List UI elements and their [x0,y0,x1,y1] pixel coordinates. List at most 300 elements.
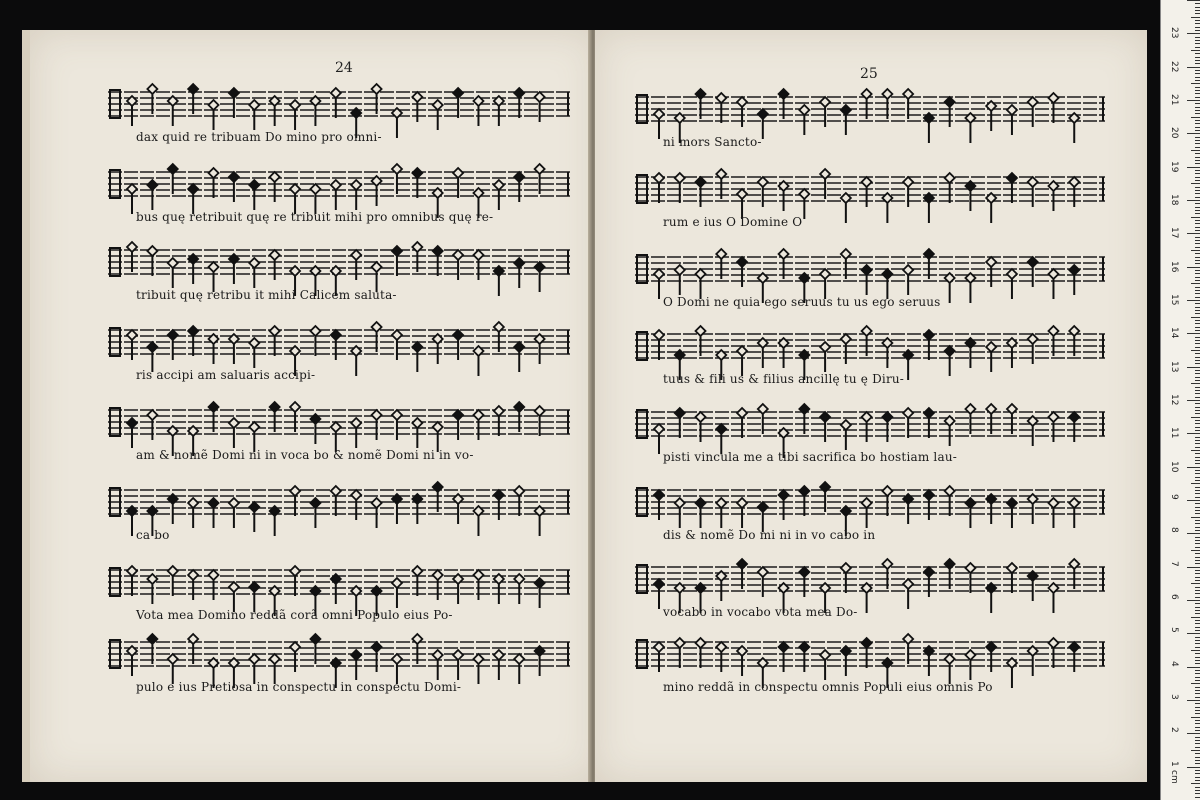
ruler-tick [1195,237,1200,238]
ruler-tick [1187,200,1200,201]
note-icon [473,96,483,126]
ruler-tick [1195,523,1200,524]
ruler-tick [1195,593,1200,594]
ruler-tick [1195,353,1200,354]
lyric-line: O Domi ne quia ego seruus tu us ego seruus [663,295,941,309]
note-icon [986,583,996,613]
ruler-label: 20 [1169,127,1179,139]
ruler-tick [1195,220,1200,221]
ruler-tick [1195,363,1200,364]
note-icon [514,88,524,118]
ruler-tick [1195,637,1200,638]
ruler-tick [1195,87,1200,88]
ruler-tick [1187,667,1200,668]
ruler-label: 23 [1169,27,1179,39]
note-icon [209,498,219,528]
ruler-tick [1195,630,1200,631]
ruler-tick [1195,790,1200,791]
ruler-tick [1195,253,1200,254]
ruler-tick [1187,33,1200,34]
ruler-label: 7 [1169,560,1179,567]
ruler-tick [1195,457,1200,458]
note-icon [1007,563,1017,593]
ruler-label: 11 [1169,427,1179,439]
ruler-tick [1195,127,1200,128]
note-icon [903,265,913,295]
ruler-tick [1195,443,1200,444]
ruler-tick [1195,137,1200,138]
note-icon [453,574,463,604]
ruler-tick [1195,570,1200,571]
ruler-label: 18 [1169,194,1179,206]
ruler-tick [1195,7,1200,8]
ruler-label: 17 [1169,227,1179,239]
note-icon [675,638,685,668]
ruler-tick [1191,117,1200,118]
right-page [595,30,1147,782]
music-staff [635,630,1105,680]
ruler-tick [1195,177,1200,178]
note-icon [924,193,934,223]
lyric-line: Vota mea Domino reddã corã omni Populo eius Po- [136,608,453,622]
staff-svg [635,555,1105,605]
ruler-tick [1187,400,1200,401]
note-icon [903,350,913,380]
ruler-tick [1195,213,1200,214]
ruler-tick [1195,273,1200,274]
ruler-tick [1195,773,1200,774]
ruler-tick [1195,80,1200,81]
ruler-tick [1187,467,1200,468]
ruler-tick [1195,527,1200,528]
staff-svg [108,80,570,130]
ruler-tick [1195,40,1200,41]
note-icon [779,490,789,520]
ruler-tick [1195,343,1200,344]
ruler-tick [1191,317,1200,318]
lyric-line: tribuit quę retribu it mihi Calicem saluta- [136,288,397,302]
note-icon [473,410,483,440]
note-icon [924,113,934,143]
note-icon [473,654,483,684]
ruler-tick [1195,530,1200,531]
ruler-tick [1191,717,1200,718]
ruler-tick [1195,760,1200,761]
ruler-tick [1191,517,1200,518]
note-icon [986,101,996,131]
ruler-tick [1195,547,1200,548]
ruler-tick [1195,143,1200,144]
ruler-label: 12 [1169,394,1179,406]
ruler-tick [1195,703,1200,704]
ruler-tick [1195,480,1200,481]
staff-svg [635,165,1105,215]
note-icon [696,498,706,528]
ruler-tick [1191,650,1200,651]
note-icon [290,100,300,130]
lyric-line: rum e ius O Domine O [663,215,803,229]
ruler-tick [1195,123,1200,124]
note-icon [1048,412,1058,442]
note-icon [535,506,545,536]
ruler-tick [1191,550,1200,551]
ruler-tick [1195,77,1200,78]
note-icon [229,88,239,118]
ruler-tick [1195,560,1200,561]
ruler-tick [1195,160,1200,161]
note-icon [433,570,443,600]
ruler-unit: cm [1169,770,1179,784]
note-icon [127,96,137,126]
ruler-tick [1195,770,1200,771]
ruler-tick [1191,617,1200,618]
ruler-tick [1195,497,1200,498]
note-icon [675,173,685,203]
ruler-tick [1195,97,1200,98]
ruler-tick [1191,150,1200,151]
ruler-tick [1187,267,1200,268]
music-staff [108,398,570,448]
ruler-tick [1195,380,1200,381]
lyric-line: pulo e ius Pretiosa in conspectu in conspectu Domi- [136,680,462,694]
note-icon [494,180,504,210]
ruler-tick [1195,413,1200,414]
ruler-tick [1195,643,1200,644]
note-icon [1069,177,1079,207]
ruler-tick [1195,230,1200,231]
ruler-tick [1195,673,1200,674]
lyric-line: tuus & fili us & filius ancillę tu ę Diru- [663,372,905,386]
ruler-tick [1195,647,1200,648]
ruler-tick [1195,640,1200,641]
note-icon [249,180,259,210]
note-icon [351,250,361,280]
ruler-tick [1187,67,1200,68]
note-icon [270,506,280,536]
ruler-label: 2 [1169,727,1179,734]
ruler-tick [1195,503,1200,504]
lyric-line: vocabo in vocabo vota mea Do- [663,605,858,619]
note-icon [127,418,137,448]
ruler-tick [1195,677,1200,678]
music-staff [108,478,570,528]
ruler-tick [1195,310,1200,311]
ruler-tick [1195,573,1200,574]
ruler-tick [1187,700,1200,701]
note-icon [270,250,280,280]
note-icon [903,579,913,609]
note-icon [412,418,422,448]
right-page-number: 25 [860,66,878,82]
ruler-tick [1191,17,1200,18]
note-icon [494,650,504,680]
note-icon [1069,642,1079,672]
note-icon [945,416,955,446]
ruler-tick [1195,210,1200,211]
note-icon [758,567,768,597]
note-icon [453,410,463,440]
ruler-tick [1195,493,1200,494]
ruler-tick [1195,477,1200,478]
note-icon [412,342,422,372]
lyric-line: mino reddã in conspectu omnis Populi eius omnis Po [663,680,993,694]
ruler-tick [1195,140,1200,141]
note-icon [310,498,320,528]
ruler-tick [1195,777,1200,778]
ruler-tick [1187,567,1200,568]
music-staff [635,400,1105,450]
ruler-tick [1195,660,1200,661]
note-icon [453,650,463,680]
note-icon [229,172,239,202]
ruler-tick [1195,340,1200,341]
note-icon [514,574,524,604]
note-icon [351,650,361,680]
ruler-label: 5 [1169,627,1179,634]
note-icon [1028,571,1038,601]
note-icon [820,342,830,372]
note-icon [779,181,789,211]
ruler-tick [1195,207,1200,208]
music-staff [108,80,570,130]
note-icon [820,650,830,680]
note-icon [1069,412,1079,442]
ruler-tick [1195,260,1200,261]
note-icon [1007,173,1017,203]
note-icon [779,338,789,368]
note-icon [965,181,975,211]
ruler-tick [1195,520,1200,521]
note-icon [1007,498,1017,528]
ruler-tick [1191,83,1200,84]
note-icon [882,412,892,442]
note-icon [270,326,280,356]
ruler-tick [1195,590,1200,591]
ruler-tick [1195,757,1200,758]
note-icon [841,193,851,223]
note-icon [903,177,913,207]
ruler-tick [1195,610,1200,611]
ruler-tick [1195,513,1200,514]
ruler-tick [1195,263,1200,264]
note-icon [209,334,219,364]
note-icon [494,574,504,604]
ruler-tick [1195,297,1200,298]
note-icon [903,494,913,524]
ruler-tick [1195,43,1200,44]
note-icon [799,642,809,672]
ruler-tick [1195,553,1200,554]
staff-svg [635,322,1105,372]
note-icon [716,642,726,672]
ruler-tick [1195,287,1200,288]
note-icon [965,563,975,593]
ruler-label: 8 [1169,527,1179,534]
music-staff [635,322,1105,372]
note-icon [965,650,975,680]
music-staff [635,478,1105,528]
note-icon [737,257,747,287]
staff-svg [108,238,570,288]
lyric-line: ni mors Sancto- [663,135,762,149]
ruler-tick [1191,783,1200,784]
note-icon [188,498,198,528]
ruler-tick [1195,397,1200,398]
note-icon [1048,498,1058,528]
music-staff [635,245,1105,295]
note-icon [392,410,402,440]
ruler-tick [1195,227,1200,228]
note-icon [675,498,685,528]
ruler-label: 3 [1169,694,1179,700]
note-icon [453,494,463,524]
note-icon [127,566,137,596]
note-icon [654,642,664,672]
ruler-tick [1191,183,1200,184]
ruler-tick [1195,563,1200,564]
note-icon [473,346,483,376]
staff-svg [635,400,1105,450]
ruler-tick [1195,410,1200,411]
ruler-tick [1195,107,1200,108]
note-icon [290,486,300,516]
note-icon [799,105,809,135]
note-icon [1069,265,1079,295]
note-icon [1028,257,1038,287]
ruler-tick [1187,300,1200,301]
note-icon [945,97,955,127]
note-icon [1007,658,1017,688]
note-icon [924,646,934,676]
ruler-tick [1195,27,1200,28]
ruler-tick [1191,750,1200,751]
note-icon [270,96,280,126]
note-icon [209,168,219,198]
note-icon [473,250,483,280]
note-icon [1048,638,1058,668]
note-icon [392,494,402,524]
ruler-tick [1195,490,1200,491]
note-icon [1028,177,1038,207]
ruler-tick [1195,257,1200,258]
ruler-tick [1195,787,1200,788]
note-icon [209,570,219,600]
staff-svg [108,398,570,448]
note-icon [229,418,239,448]
ruler-tick [1195,663,1200,664]
ruler-tick [1187,433,1200,434]
note-icon [412,92,422,122]
ruler-tick [1195,280,1200,281]
note-icon [168,258,178,288]
ruler-tick [1195,360,1200,361]
ruler-tick [1195,737,1200,738]
note-icon [494,406,504,436]
ruler-tick [1195,30,1200,31]
note-icon [986,342,996,372]
ruler-tick [1195,687,1200,688]
ruler-tick [1195,387,1200,388]
ruler-tick [1195,407,1200,408]
ruler-tick [1195,37,1200,38]
staff-svg [635,478,1105,528]
note-icon [986,642,996,672]
note-icon [1048,583,1058,613]
ruler-tick [1195,93,1200,94]
note-icon [209,100,219,130]
ruler-tick [1187,100,1200,101]
note-icon [1048,269,1058,299]
note-icon [433,246,443,276]
note-icon [862,583,872,613]
note-icon [392,330,402,360]
lyric-line: ris accipi am saluaris accipi- [136,368,316,382]
note-icon [147,574,157,604]
ruler-tick [1195,180,1200,181]
ruler-tick [1195,243,1200,244]
ruler-tick [1195,170,1200,171]
lyric-line: dax quid re tribuam Do mino pro omni- [136,130,382,144]
lyric-line: pisti vincula me a tibi sacrifica bo hostiam lau- [663,450,958,464]
ruler-tick [1195,797,1200,798]
ruler-tick [1195,780,1200,781]
ruler-tick [1195,680,1200,681]
ruler-tick [1195,330,1200,331]
note-icon [372,642,382,672]
note-icon [535,406,545,436]
ruler-tick [1195,747,1200,748]
note-icon [188,254,198,284]
ruler-tick [1195,440,1200,441]
note-icon [331,330,341,360]
ruler-tick [1195,110,1200,111]
note-icon [1069,113,1079,143]
ruler-tick [1195,727,1200,728]
note-icon [737,408,747,438]
ruler-label: 15 [1169,294,1179,306]
staff-svg [108,160,570,210]
ruler-tick [1195,113,1200,114]
note-icon [514,342,524,372]
note-icon [453,88,463,118]
note-icon [862,498,872,528]
note-icon [310,326,320,356]
ruler-tick [1195,510,1200,511]
note-icon [882,193,892,223]
lyric-line: dis & nomẽ Do mi ni in vo cabo in [663,528,876,542]
ruler-tick [1195,63,1200,64]
ruler-tick [1195,763,1200,764]
note-icon [331,486,341,516]
note-icon [1028,494,1038,524]
note-icon [716,498,726,528]
note-icon [229,334,239,364]
note-icon [412,168,422,198]
ruler-tick [1195,90,1200,91]
staff-svg [635,630,1105,680]
ruler-tick [1187,333,1200,334]
ruler-tick [1195,470,1200,471]
note-icon [841,420,851,450]
ruler-tick [1195,720,1200,721]
music-staff [108,160,570,210]
ruler-tick [1195,73,1200,74]
ruler-tick [1195,190,1200,191]
ruler-tick [1191,483,1200,484]
ruler-tick [1195,623,1200,624]
ruler-tick [1195,247,1200,248]
note-icon [799,486,809,516]
